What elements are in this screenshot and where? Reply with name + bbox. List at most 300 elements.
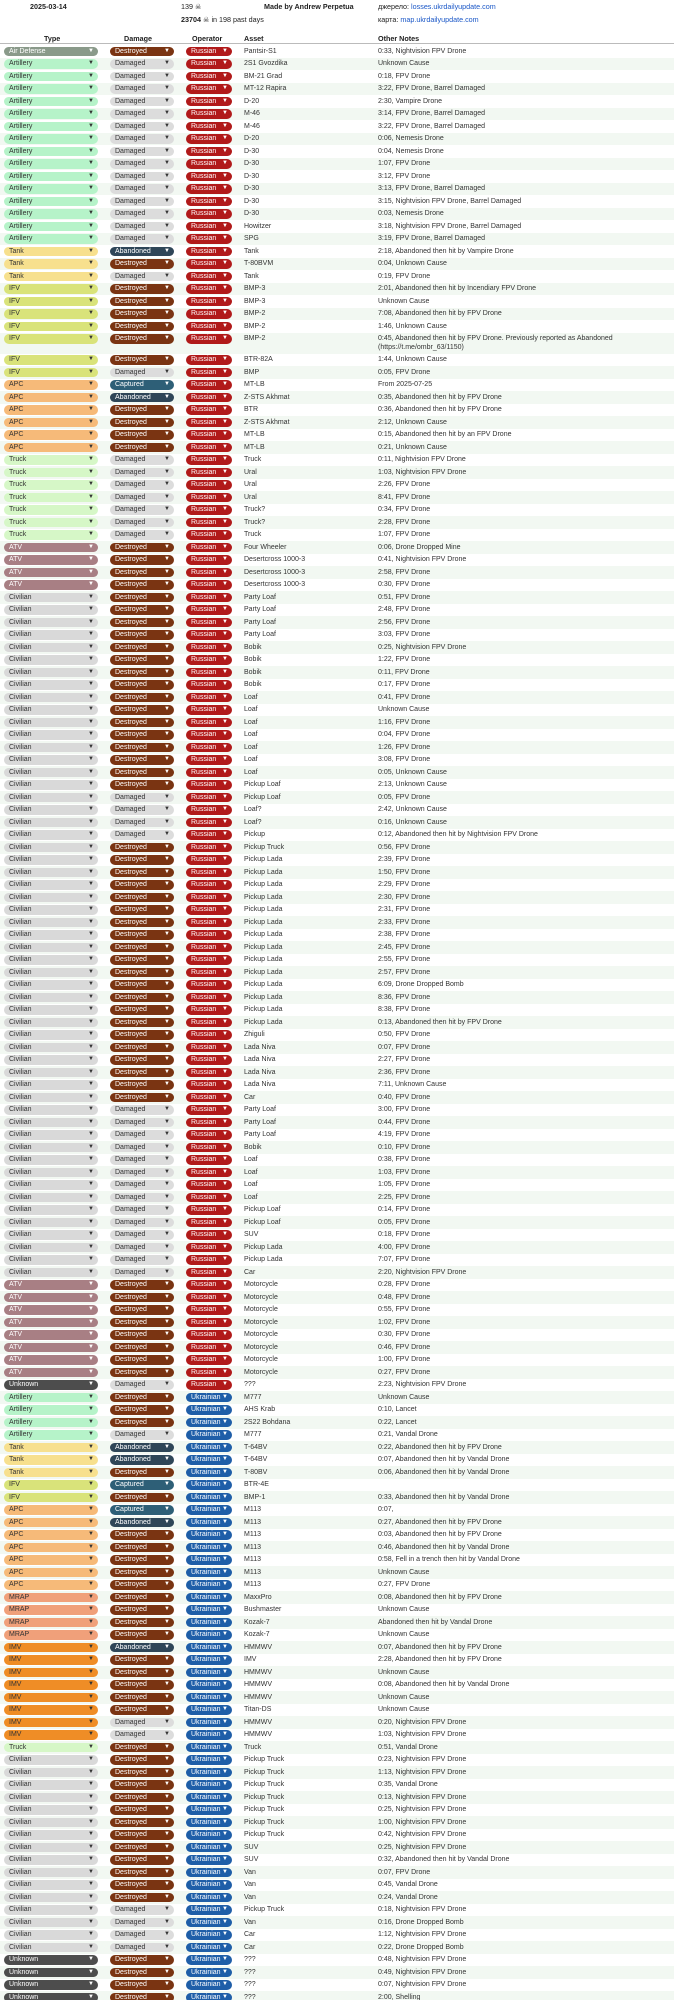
operator-select[interactable] bbox=[186, 1580, 232, 1590]
type-select[interactable] bbox=[4, 980, 98, 990]
type-select[interactable] bbox=[4, 1855, 98, 1865]
damage-select[interactable] bbox=[110, 1093, 174, 1103]
operator-select[interactable] bbox=[186, 1318, 232, 1328]
operator-select[interactable] bbox=[186, 1068, 232, 1078]
operator-select[interactable] bbox=[186, 1143, 232, 1153]
operator-select[interactable] bbox=[186, 993, 232, 1003]
type-select[interactable] bbox=[4, 1455, 98, 1465]
damage-select[interactable] bbox=[110, 1943, 174, 1953]
type-select[interactable] bbox=[4, 84, 98, 94]
type-select[interactable] bbox=[4, 1368, 98, 1378]
type-select[interactable] bbox=[4, 172, 98, 182]
operator-select[interactable] bbox=[186, 768, 232, 778]
operator-select[interactable] bbox=[186, 1805, 232, 1815]
operator-select[interactable] bbox=[186, 1680, 232, 1690]
damage-select[interactable] bbox=[110, 993, 174, 1003]
type-select[interactable] bbox=[4, 1830, 98, 1840]
type-select[interactable] bbox=[4, 1443, 98, 1453]
type-select[interactable] bbox=[4, 605, 98, 615]
operator-select[interactable] bbox=[186, 968, 232, 978]
type-select[interactable] bbox=[4, 918, 98, 928]
operator-select[interactable] bbox=[186, 1280, 232, 1290]
damage-select[interactable] bbox=[110, 543, 174, 553]
damage-select[interactable] bbox=[110, 1455, 174, 1465]
type-select[interactable] bbox=[4, 234, 98, 244]
operator-select[interactable] bbox=[186, 1305, 232, 1315]
operator-select[interactable] bbox=[186, 1843, 232, 1853]
type-select[interactable] bbox=[4, 1955, 98, 1965]
type-select[interactable] bbox=[4, 1918, 98, 1928]
type-select[interactable] bbox=[4, 655, 98, 665]
operator-select[interactable] bbox=[186, 1130, 232, 1140]
source-link[interactable]: losses.ukrdailyupdate.com bbox=[411, 2, 496, 11]
damage-select[interactable] bbox=[110, 1668, 174, 1678]
type-select[interactable] bbox=[4, 580, 98, 590]
column-header-type[interactable]: Type bbox=[44, 34, 61, 43]
damage-select[interactable] bbox=[110, 768, 174, 778]
type-select[interactable] bbox=[4, 680, 98, 690]
type-select[interactable] bbox=[4, 1868, 98, 1878]
damage-select[interactable] bbox=[110, 1143, 174, 1153]
damage-select[interactable] bbox=[110, 1330, 174, 1340]
type-select[interactable] bbox=[4, 568, 98, 578]
operator-select[interactable] bbox=[186, 1780, 232, 1790]
operator-select[interactable] bbox=[186, 1405, 232, 1415]
type-select[interactable] bbox=[4, 247, 98, 257]
operator-select[interactable] bbox=[186, 693, 232, 703]
type-select[interactable] bbox=[4, 1680, 98, 1690]
damage-select[interactable] bbox=[110, 1680, 174, 1690]
operator-select[interactable] bbox=[186, 122, 232, 132]
damage-select[interactable] bbox=[110, 630, 174, 640]
operator-select[interactable] bbox=[186, 1630, 232, 1640]
operator-select[interactable] bbox=[186, 1980, 232, 1990]
operator-select[interactable] bbox=[186, 1093, 232, 1103]
operator-select[interactable] bbox=[186, 743, 232, 753]
damage-select[interactable] bbox=[110, 843, 174, 853]
type-select[interactable] bbox=[4, 59, 98, 69]
type-select[interactable] bbox=[4, 122, 98, 132]
operator-select[interactable] bbox=[186, 830, 232, 840]
damage-select[interactable] bbox=[110, 159, 174, 169]
operator-select[interactable] bbox=[186, 1043, 232, 1053]
damage-select[interactable] bbox=[110, 1818, 174, 1828]
damage-select[interactable] bbox=[110, 668, 174, 678]
operator-select[interactable] bbox=[186, 1730, 232, 1740]
type-select[interactable] bbox=[4, 1530, 98, 1540]
damage-select[interactable] bbox=[110, 1618, 174, 1628]
operator-select[interactable] bbox=[186, 284, 232, 294]
operator-select[interactable] bbox=[186, 272, 232, 282]
type-select[interactable] bbox=[4, 197, 98, 207]
type-select[interactable] bbox=[4, 955, 98, 965]
type-select[interactable] bbox=[4, 1780, 98, 1790]
operator-select[interactable] bbox=[186, 1243, 232, 1253]
operator-select[interactable] bbox=[186, 1568, 232, 1578]
operator-select[interactable] bbox=[186, 1955, 232, 1965]
damage-select[interactable] bbox=[110, 418, 174, 428]
operator-select[interactable] bbox=[186, 905, 232, 915]
type-select[interactable] bbox=[4, 1618, 98, 1628]
damage-select[interactable] bbox=[110, 109, 174, 119]
type-select[interactable] bbox=[4, 1380, 98, 1390]
damage-select[interactable] bbox=[110, 530, 174, 540]
damage-select[interactable] bbox=[110, 705, 174, 715]
type-select[interactable] bbox=[4, 405, 98, 415]
damage-select[interactable] bbox=[110, 1980, 174, 1990]
type-select[interactable] bbox=[4, 880, 98, 890]
type-select[interactable] bbox=[4, 1943, 98, 1953]
operator-select[interactable] bbox=[186, 480, 232, 490]
type-select[interactable] bbox=[4, 505, 98, 515]
damage-select[interactable] bbox=[110, 59, 174, 69]
damage-select[interactable] bbox=[110, 1468, 174, 1478]
type-select[interactable] bbox=[4, 1730, 98, 1740]
type-select[interactable] bbox=[4, 993, 98, 1003]
operator-select[interactable] bbox=[186, 297, 232, 307]
operator-select[interactable] bbox=[186, 1755, 232, 1765]
operator-select[interactable] bbox=[186, 1355, 232, 1365]
type-select[interactable] bbox=[4, 1268, 98, 1278]
type-select[interactable] bbox=[4, 730, 98, 740]
type-select[interactable] bbox=[4, 284, 98, 294]
damage-select[interactable] bbox=[110, 1355, 174, 1365]
damage-select[interactable] bbox=[110, 1530, 174, 1540]
damage-select[interactable] bbox=[110, 1280, 174, 1290]
damage-select[interactable] bbox=[110, 830, 174, 840]
type-select[interactable] bbox=[4, 1555, 98, 1565]
operator-select[interactable] bbox=[186, 718, 232, 728]
operator-select[interactable] bbox=[186, 368, 232, 378]
operator-select[interactable] bbox=[186, 1943, 232, 1953]
type-select[interactable] bbox=[4, 430, 98, 440]
operator-select[interactable] bbox=[186, 1018, 232, 1028]
operator-select[interactable] bbox=[186, 97, 232, 107]
type-select[interactable] bbox=[4, 1405, 98, 1415]
type-select[interactable] bbox=[4, 830, 98, 840]
damage-select[interactable] bbox=[110, 555, 174, 565]
operator-select[interactable] bbox=[186, 1930, 232, 1940]
operator-select[interactable] bbox=[186, 1055, 232, 1065]
operator-select[interactable] bbox=[186, 580, 232, 590]
damage-select[interactable] bbox=[110, 1380, 174, 1390]
damage-select[interactable] bbox=[110, 818, 174, 828]
type-select[interactable] bbox=[4, 159, 98, 169]
type-select[interactable] bbox=[4, 1805, 98, 1815]
type-select[interactable] bbox=[4, 72, 98, 82]
damage-select[interactable] bbox=[110, 1930, 174, 1940]
damage-select[interactable] bbox=[110, 1755, 174, 1765]
damage-select[interactable] bbox=[110, 1993, 174, 2000]
damage-select[interactable] bbox=[110, 393, 174, 403]
type-select[interactable] bbox=[4, 718, 98, 728]
type-select[interactable] bbox=[4, 1693, 98, 1703]
type-select[interactable] bbox=[4, 1655, 98, 1665]
damage-select[interactable] bbox=[110, 405, 174, 415]
operator-select[interactable] bbox=[186, 1255, 232, 1265]
damage-select[interactable] bbox=[110, 1205, 174, 1215]
type-select[interactable] bbox=[4, 1255, 98, 1265]
operator-select[interactable] bbox=[186, 618, 232, 628]
operator-select[interactable] bbox=[186, 84, 232, 94]
type-select[interactable] bbox=[4, 418, 98, 428]
operator-select[interactable] bbox=[186, 1480, 232, 1490]
column-header-notes[interactable]: Other Notes bbox=[378, 34, 420, 43]
damage-select[interactable] bbox=[110, 209, 174, 219]
operator-select[interactable] bbox=[186, 234, 232, 244]
type-select[interactable] bbox=[4, 480, 98, 490]
damage-select[interactable] bbox=[110, 1568, 174, 1578]
type-select[interactable] bbox=[4, 1705, 98, 1715]
damage-select[interactable] bbox=[110, 1718, 174, 1728]
operator-select[interactable] bbox=[186, 1268, 232, 1278]
damage-select[interactable] bbox=[110, 1068, 174, 1078]
operator-select[interactable] bbox=[186, 1618, 232, 1628]
column-header-damage[interactable]: Damage bbox=[124, 34, 152, 43]
damage-select[interactable] bbox=[110, 443, 174, 453]
damage-select[interactable] bbox=[110, 505, 174, 515]
damage-select[interactable] bbox=[110, 918, 174, 928]
operator-select[interactable] bbox=[186, 643, 232, 653]
operator-select[interactable] bbox=[186, 1830, 232, 1840]
operator-select[interactable] bbox=[186, 555, 232, 565]
damage-select[interactable] bbox=[110, 943, 174, 953]
operator-select[interactable] bbox=[186, 1543, 232, 1553]
type-select[interactable] bbox=[4, 1318, 98, 1328]
type-select[interactable] bbox=[4, 209, 98, 219]
damage-select[interactable] bbox=[110, 1318, 174, 1328]
type-select[interactable] bbox=[4, 555, 98, 565]
damage-select[interactable] bbox=[110, 1405, 174, 1415]
operator-select[interactable] bbox=[186, 630, 232, 640]
operator-select[interactable] bbox=[186, 505, 232, 515]
operator-select[interactable] bbox=[186, 1968, 232, 1978]
type-select[interactable] bbox=[4, 393, 98, 403]
operator-select[interactable] bbox=[186, 247, 232, 257]
type-select[interactable] bbox=[4, 1768, 98, 1778]
operator-select[interactable] bbox=[186, 1205, 232, 1215]
operator-select[interactable] bbox=[186, 1393, 232, 1403]
operator-select[interactable] bbox=[186, 1030, 232, 1040]
type-select[interactable] bbox=[4, 1630, 98, 1640]
operator-select[interactable] bbox=[186, 755, 232, 765]
type-select[interactable] bbox=[4, 1055, 98, 1065]
damage-select[interactable] bbox=[110, 297, 174, 307]
damage-select[interactable] bbox=[110, 855, 174, 865]
damage-select[interactable] bbox=[110, 968, 174, 978]
damage-select[interactable] bbox=[110, 1705, 174, 1715]
operator-select[interactable] bbox=[186, 1418, 232, 1428]
type-select[interactable] bbox=[4, 1180, 98, 1190]
type-select[interactable] bbox=[4, 222, 98, 232]
damage-select[interactable] bbox=[110, 580, 174, 590]
map-link[interactable]: map.ukrdailyupdate.com bbox=[400, 15, 479, 24]
type-select[interactable] bbox=[4, 1118, 98, 1128]
operator-select[interactable] bbox=[186, 1893, 232, 1903]
type-select[interactable] bbox=[4, 368, 98, 378]
type-select[interactable] bbox=[4, 793, 98, 803]
operator-select[interactable] bbox=[186, 393, 232, 403]
type-select[interactable] bbox=[4, 184, 98, 194]
type-select[interactable] bbox=[4, 1580, 98, 1590]
operator-select[interactable] bbox=[186, 134, 232, 144]
damage-select[interactable] bbox=[110, 197, 174, 207]
type-select[interactable] bbox=[4, 968, 98, 978]
type-select[interactable] bbox=[4, 380, 98, 390]
damage-select[interactable] bbox=[110, 893, 174, 903]
damage-select[interactable] bbox=[110, 655, 174, 665]
type-select[interactable] bbox=[4, 1105, 98, 1115]
damage-select[interactable] bbox=[110, 1493, 174, 1503]
operator-select[interactable] bbox=[186, 793, 232, 803]
damage-select[interactable] bbox=[110, 1693, 174, 1703]
type-select[interactable] bbox=[4, 1668, 98, 1678]
operator-select[interactable] bbox=[186, 47, 232, 57]
damage-select[interactable] bbox=[110, 309, 174, 319]
type-select[interactable] bbox=[4, 1005, 98, 1015]
damage-select[interactable] bbox=[110, 1505, 174, 1515]
type-select[interactable] bbox=[4, 322, 98, 332]
type-select[interactable] bbox=[4, 1718, 98, 1728]
operator-select[interactable] bbox=[186, 1080, 232, 1090]
damage-select[interactable] bbox=[110, 643, 174, 653]
damage-select[interactable] bbox=[110, 980, 174, 990]
operator-select[interactable] bbox=[186, 1555, 232, 1565]
type-select[interactable] bbox=[4, 1043, 98, 1053]
type-select[interactable] bbox=[4, 147, 98, 157]
type-select[interactable] bbox=[4, 1093, 98, 1103]
type-select[interactable] bbox=[4, 593, 98, 603]
type-select[interactable] bbox=[4, 693, 98, 703]
type-select[interactable] bbox=[4, 643, 98, 653]
damage-select[interactable] bbox=[110, 1430, 174, 1440]
operator-select[interactable] bbox=[186, 930, 232, 940]
type-select[interactable] bbox=[4, 1218, 98, 1228]
damage-select[interactable] bbox=[110, 493, 174, 503]
operator-select[interactable] bbox=[186, 730, 232, 740]
operator-select[interactable] bbox=[186, 222, 232, 232]
damage-select[interactable] bbox=[110, 1830, 174, 1840]
operator-select[interactable] bbox=[186, 655, 232, 665]
operator-select[interactable] bbox=[186, 259, 232, 269]
type-select[interactable] bbox=[4, 805, 98, 815]
operator-select[interactable] bbox=[186, 109, 232, 119]
damage-select[interactable] bbox=[110, 1893, 174, 1903]
operator-select[interactable] bbox=[186, 543, 232, 553]
operator-select[interactable] bbox=[186, 405, 232, 415]
damage-select[interactable] bbox=[110, 1868, 174, 1878]
operator-select[interactable] bbox=[186, 322, 232, 332]
damage-select[interactable] bbox=[110, 1780, 174, 1790]
operator-select[interactable] bbox=[186, 893, 232, 903]
operator-select[interactable] bbox=[186, 147, 232, 157]
operator-select[interactable] bbox=[186, 1918, 232, 1928]
type-select[interactable] bbox=[4, 1330, 98, 1340]
damage-select[interactable] bbox=[110, 1518, 174, 1528]
type-select[interactable] bbox=[4, 309, 98, 319]
operator-select[interactable] bbox=[186, 1455, 232, 1465]
damage-select[interactable] bbox=[110, 259, 174, 269]
type-select[interactable] bbox=[4, 1568, 98, 1578]
damage-select[interactable] bbox=[110, 1580, 174, 1590]
operator-select[interactable] bbox=[186, 805, 232, 815]
type-select[interactable] bbox=[4, 1230, 98, 1240]
operator-select[interactable] bbox=[186, 880, 232, 890]
type-select[interactable] bbox=[4, 1930, 98, 1940]
type-select[interactable] bbox=[4, 818, 98, 828]
type-select[interactable] bbox=[4, 1068, 98, 1078]
damage-select[interactable] bbox=[110, 1118, 174, 1128]
damage-select[interactable] bbox=[110, 1243, 174, 1253]
operator-select[interactable] bbox=[186, 1330, 232, 1340]
type-select[interactable] bbox=[4, 518, 98, 528]
operator-select[interactable] bbox=[186, 159, 232, 169]
damage-select[interactable] bbox=[110, 1643, 174, 1653]
damage-select[interactable] bbox=[110, 693, 174, 703]
type-select[interactable] bbox=[4, 1430, 98, 1440]
damage-select[interactable] bbox=[110, 1080, 174, 1090]
type-select[interactable] bbox=[4, 47, 98, 57]
operator-select[interactable] bbox=[186, 980, 232, 990]
damage-select[interactable] bbox=[110, 1443, 174, 1453]
damage-select[interactable] bbox=[110, 880, 174, 890]
type-select[interactable] bbox=[4, 868, 98, 878]
damage-select[interactable] bbox=[110, 247, 174, 257]
operator-select[interactable] bbox=[186, 955, 232, 965]
type-select[interactable] bbox=[4, 1343, 98, 1353]
damage-select[interactable] bbox=[110, 380, 174, 390]
damage-select[interactable] bbox=[110, 1005, 174, 1015]
damage-select[interactable] bbox=[110, 355, 174, 365]
type-select[interactable] bbox=[4, 755, 98, 765]
type-select[interactable] bbox=[4, 1030, 98, 1040]
type-select[interactable] bbox=[4, 1480, 98, 1490]
type-select[interactable] bbox=[4, 1080, 98, 1090]
type-select[interactable] bbox=[4, 630, 98, 640]
damage-select[interactable] bbox=[110, 1968, 174, 1978]
operator-select[interactable] bbox=[186, 1343, 232, 1353]
damage-select[interactable] bbox=[110, 730, 174, 740]
damage-select[interactable] bbox=[110, 805, 174, 815]
operator-select[interactable] bbox=[186, 184, 232, 194]
damage-select[interactable] bbox=[110, 1655, 174, 1665]
operator-select[interactable] bbox=[186, 1180, 232, 1190]
type-select[interactable] bbox=[4, 297, 98, 307]
operator-select[interactable] bbox=[186, 1593, 232, 1603]
operator-select[interactable] bbox=[186, 1880, 232, 1890]
damage-select[interactable] bbox=[110, 755, 174, 765]
damage-select[interactable] bbox=[110, 1305, 174, 1315]
damage-select[interactable] bbox=[110, 568, 174, 578]
damage-select[interactable] bbox=[110, 468, 174, 478]
damage-select[interactable] bbox=[110, 1480, 174, 1490]
type-select[interactable] bbox=[4, 455, 98, 465]
type-select[interactable] bbox=[4, 618, 98, 628]
operator-select[interactable] bbox=[186, 530, 232, 540]
type-select[interactable] bbox=[4, 1143, 98, 1153]
type-select[interactable] bbox=[4, 134, 98, 144]
damage-select[interactable] bbox=[110, 1018, 174, 1028]
damage-select[interactable] bbox=[110, 905, 174, 915]
operator-select[interactable] bbox=[186, 868, 232, 878]
type-select[interactable] bbox=[4, 1818, 98, 1828]
operator-select[interactable] bbox=[186, 1993, 232, 2000]
damage-select[interactable] bbox=[110, 1255, 174, 1265]
operator-select[interactable] bbox=[186, 1293, 232, 1303]
type-select[interactable] bbox=[4, 1905, 98, 1915]
operator-select[interactable] bbox=[186, 493, 232, 503]
operator-select[interactable] bbox=[186, 1168, 232, 1178]
